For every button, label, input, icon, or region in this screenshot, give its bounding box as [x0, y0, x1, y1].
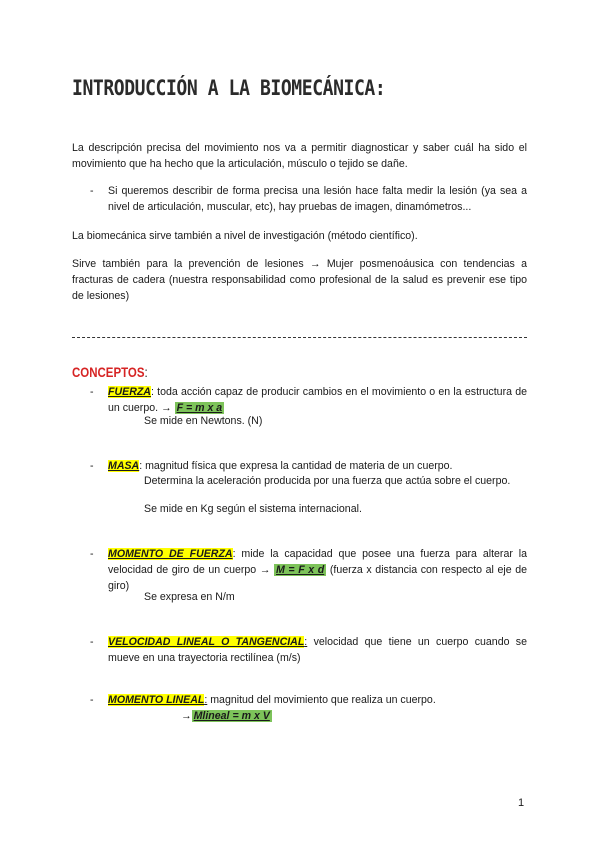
- dashed-separator: [72, 337, 527, 338]
- page-number: 1: [518, 797, 525, 809]
- masa-definition: : magnitud física que expresa la cantidad de materia de un cuerpo.: [139, 460, 453, 472]
- momento-unit: Se expresa en N/m: [144, 591, 235, 603]
- fuerza-definition: : toda acción capaz de producir cambios en el movimiento o en la estructura de un cuerpo. →: [108, 386, 527, 414]
- fuerza-unit: Se mide en Newtons. (N): [144, 415, 263, 427]
- momento-lineal-formula-line: [181, 708, 272, 724]
- momento-definition: : mide la capacidad que posee una fuerza para alterar la velocidad de giro de un cuerpo →: [108, 548, 527, 576]
- formula-fuerza: F = m x a: [176, 402, 223, 414]
- bullet-dash: -: [90, 386, 94, 398]
- bullet-dash: -: [90, 636, 94, 648]
- bullet-dash: -: [90, 185, 94, 197]
- intro-paragraph-1: La descripción precisa del movimiento nos va a permitir diagnosticar y saber cuál ha sido el movimiento que ha hecho que la articulación, músculo o tejido se dañe.: [72, 142, 527, 170]
- page-title: INTRODUCCIÓN A LA BIOMECÁNICA:: [72, 76, 386, 100]
- bullet-dash: -: [90, 694, 94, 706]
- momento-lineal-colon: :: [204, 694, 208, 706]
- concept-masa: [108, 458, 527, 474]
- masa-unit: Se mide en Kg según el sistema internacional.: [144, 503, 362, 515]
- concepts-heading-colon: :: [144, 364, 148, 380]
- term-velocidad: VELOCIDAD LINEAL O TANGENCIAL: [108, 636, 305, 648]
- term-momento-fuerza: MOMENTO DE FUERZA: [108, 548, 233, 560]
- concept-velocidad: [108, 634, 527, 666]
- velocidad-colon: :: [304, 636, 308, 648]
- term-masa: MASA: [108, 460, 140, 472]
- intro-bullet-1: Si queremos describir de forma precisa una lesión hace falta medir la lesión (ya sea a nivel de articulación, muscular, etc), hay pruebas de imagen, dinamómetros...: [108, 185, 527, 213]
- bullet-dash: -: [90, 548, 94, 560]
- velocidad-definition: velocidad que tiene un cuerpo cuando se mueve en una trayectoria rectilínea (m/s): [108, 636, 527, 664]
- formula-momento-lineal: Mlineal = m x V: [193, 710, 270, 722]
- term-momento-lineal: MOMENTO LINEAL: [108, 694, 205, 706]
- concept-momento-lineal: [108, 692, 527, 708]
- concepts-heading-text: CONCEPTOS: [72, 364, 145, 380]
- momento-lineal-definition: magnitud del movimiento que realiza un cuerpo.: [207, 694, 436, 706]
- bullet-dash: -: [90, 460, 94, 472]
- momento-explanation: (fuerza x distancia con respecto al eje de giro): [108, 564, 528, 592]
- term-fuerza: FUERZA: [108, 386, 151, 398]
- masa-detail: Determina la aceleración producida por una fuerza que actúa sobre el cuerpo.: [144, 475, 511, 487]
- concept-momento-fuerza: [108, 546, 527, 594]
- intro-paragraph-3: Sirve también para la prevención de lesiones → Mujer posmenoáusica con tendencias a fracturas de cadera (nuestra responsabilidad como profesional de la salud es prevenir ese tipo de lesiones): [72, 258, 527, 302]
- concept-fuerza: [108, 384, 527, 416]
- formula-momento: M = F x d: [275, 564, 325, 576]
- arrow-icon: →: [181, 710, 192, 722]
- intro-paragraph-2: La biomecánica sirve también a nivel de investigación (método científico).: [72, 230, 418, 242]
- concepts-heading: [72, 364, 148, 380]
